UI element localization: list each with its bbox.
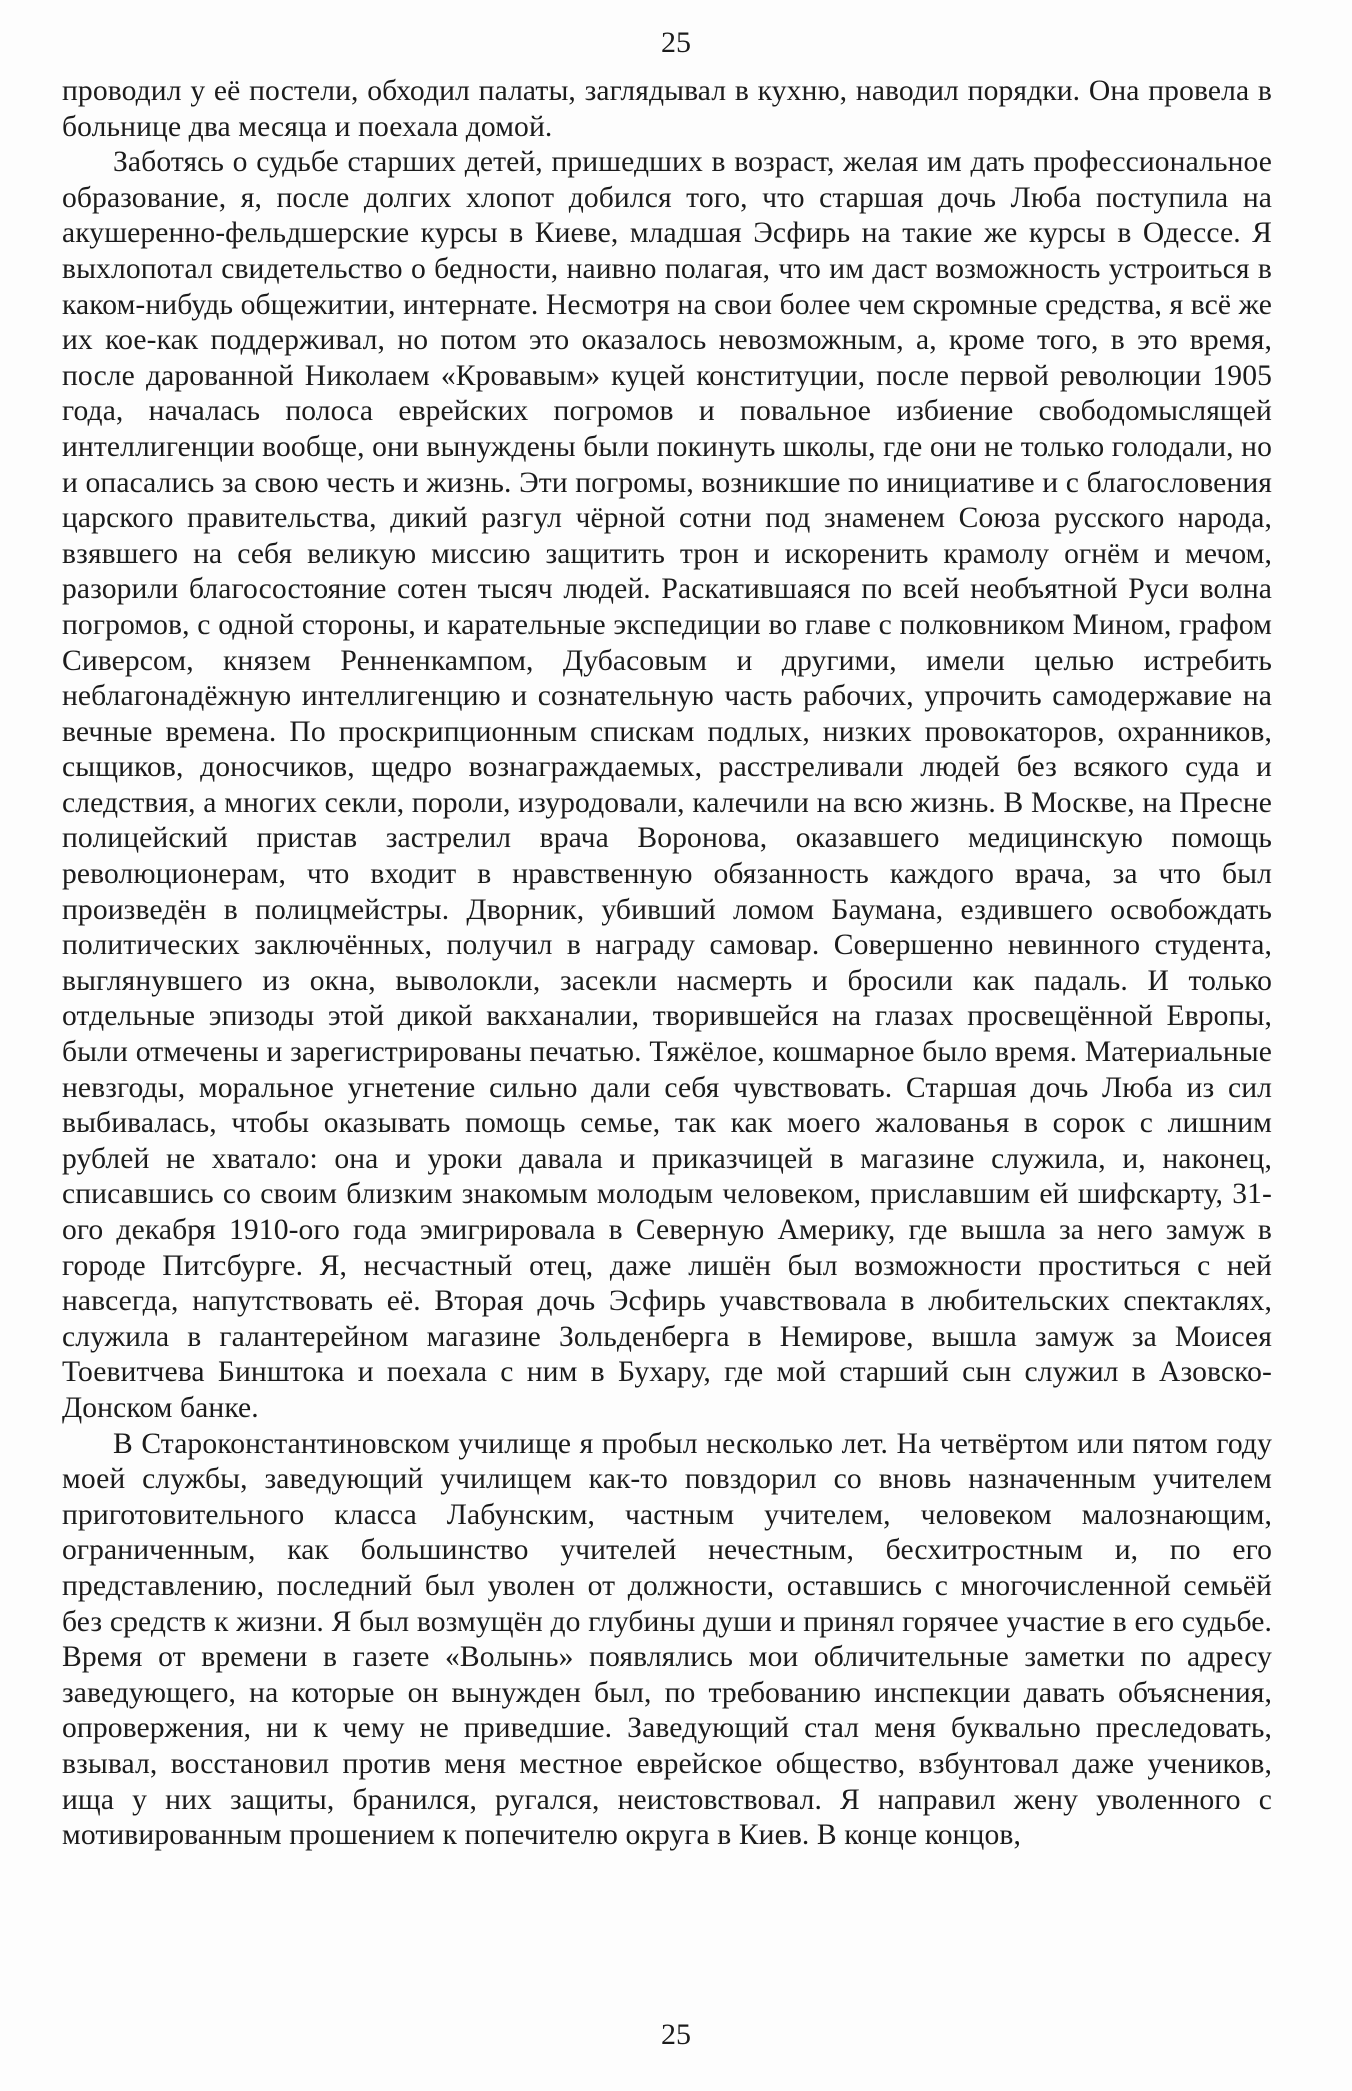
- paragraph-continuation: проводил у её постели, обходил палаты, заглядывал в кухню, наводил порядки. Она провела в больнице два месяца и поехала домой.: [62, 75, 1272, 143]
- body-text: [62, 74, 1272, 1854]
- paragraph: Заботясь о судьбе старших детей, пришедших в возраст, желая им дать профессиональное образование, я, после долгих хлопот добился того, что старшая дочь Люба поступила на акушеренно-фельдшерские курсы в Киеве, младшая Эсфирь на такие же курсы в Одессе. Я выхлопотал свидетельство о бедности, наивно полагая, что им даст возможность устроиться в каком-нибудь общежитии, интернате. Несмотря на свои более чем скромные средства, я всё же их кое-как поддерживал, но потом это оказалось невозможным, а, кроме того, в это время, после дарованной Николаем «Кровавым» куцей конституции, после первой революции 1905 года, началась полоса еврейских погромов и повальное избиение свободомыслящей интеллигенции вообще, они вынуждены были покинуть школы, где они не только голодали, но и опасались за свою честь и жизнь. Эти погромы, возникшие по инициативе и с благословения царского правительства, дикий разгул чёрной сотни под знаменем Союза русского народа, взявшего на себя великую миссию защитить трон и искоренить крамолу огнём и мечом, разорили благосостояние сотен тысяч людей. Раскатившаяся по всей необъятной Руси волна погромов, с одной стороны, и карательные экспедиции во главе с полковником Мином, графом Сиверсом, князем Ренненкампом, Дубасовым и другими, имели целью истребить неблагонадёжную интеллигенцию и сознательную часть рабочих, упрочить самодержавие на вечные времена. По проскрипционным спискам подлых, низких провокаторов, охранников, сыщиков, доносчиков, щедро вознаграждаемых, расстреливали людей без всякого суда и следствия, а многих секли, пороли, изуродовали, калечили на всю жизнь. В Москве, на Пресне полицейский пристав застрелил врача Воронова, оказавшего медицинскую помощь революционерам, что входит в нравственную обязанность каждого врача, за что был произведён в полицмейстры. Дворник, убивший ломом Баумана, ездившего освобождать политических заключённых, получил в награду самовар. Совершенно невинного студента, выглянувшего из окна, выволокли, засекли насмерть и бросили как падаль. И только отдельные эпизоды этой дикой вакханалии, творившейся на глазах просвещённой Европы, были отмечены и зарегистрированы печатью. Тяжёлое, кошмарное было время. Материальные невзгоды, моральное угнетение сильно дали себя чувствовать. Старшая дочь Люба из сил выбивалась, чтобы оказывать помощь семье, так как моего жалованья в сорок с лишним рублей не хватало: она и уроки давала и приказчицей в магазине служила, и, наконец, списавшись со своим близким знакомым молодым человеком, приславшим ей шифскарту, 31-ого декабря 1910-ого года эмигрировала в Северную Америку, где вышла за него замуж в городе Питсбурге. Я, несчастный отец, даже лишён был возможности проститься с ней навсегда, напутствовать её. Вторая дочь Эсфирь учавствовала в любительских спектаклях, служила в галантерейном магазине Зольденберга в Немирове, вышла замуж за Моисея Тоевитчева Бинштока и поехала с ним в Бухару, где мой старший сын служил в Азовско-Донском банке.: [62, 146, 1272, 1424]
- paragraph: В Староконстантиновском училище я пробыл несколько лет. На четвёртом или пятом году моей службы, заведующий училищем как-то повздорил со вновь назначенным учителем приготовительного класса Лабунским, частным учителем, человеком малознающим, ограниченным, как большинство учителей нечестным, бесхитростным и, по его представлению, последний был уволен от должности, оставшись с многочисленной семьёй без средств к жизни. Я был возмущён до глубины души и принял горячее участие в его судьбе. Время от времени в газете «Волынь» появлялись мои обличительные заметки по адресу заведующего, на которые он вынужден был, по требованию инспекции давать объяснения, опровержения, ни к чему не приведшие. Заведующий стал меня буквально преследовать, взывал, восстановил против меня местное еврейское общество, взбунтовал даже учеников, ища у них защиты, бранился, ругался, неистовствовал. Я направил жену уволенного с мотивированным прошением к попечителю округа в Киев. В конце концов,: [62, 1427, 1272, 1852]
- page-number-top: 25: [661, 26, 691, 59]
- page-number-bottom: 25: [661, 2018, 691, 2051]
